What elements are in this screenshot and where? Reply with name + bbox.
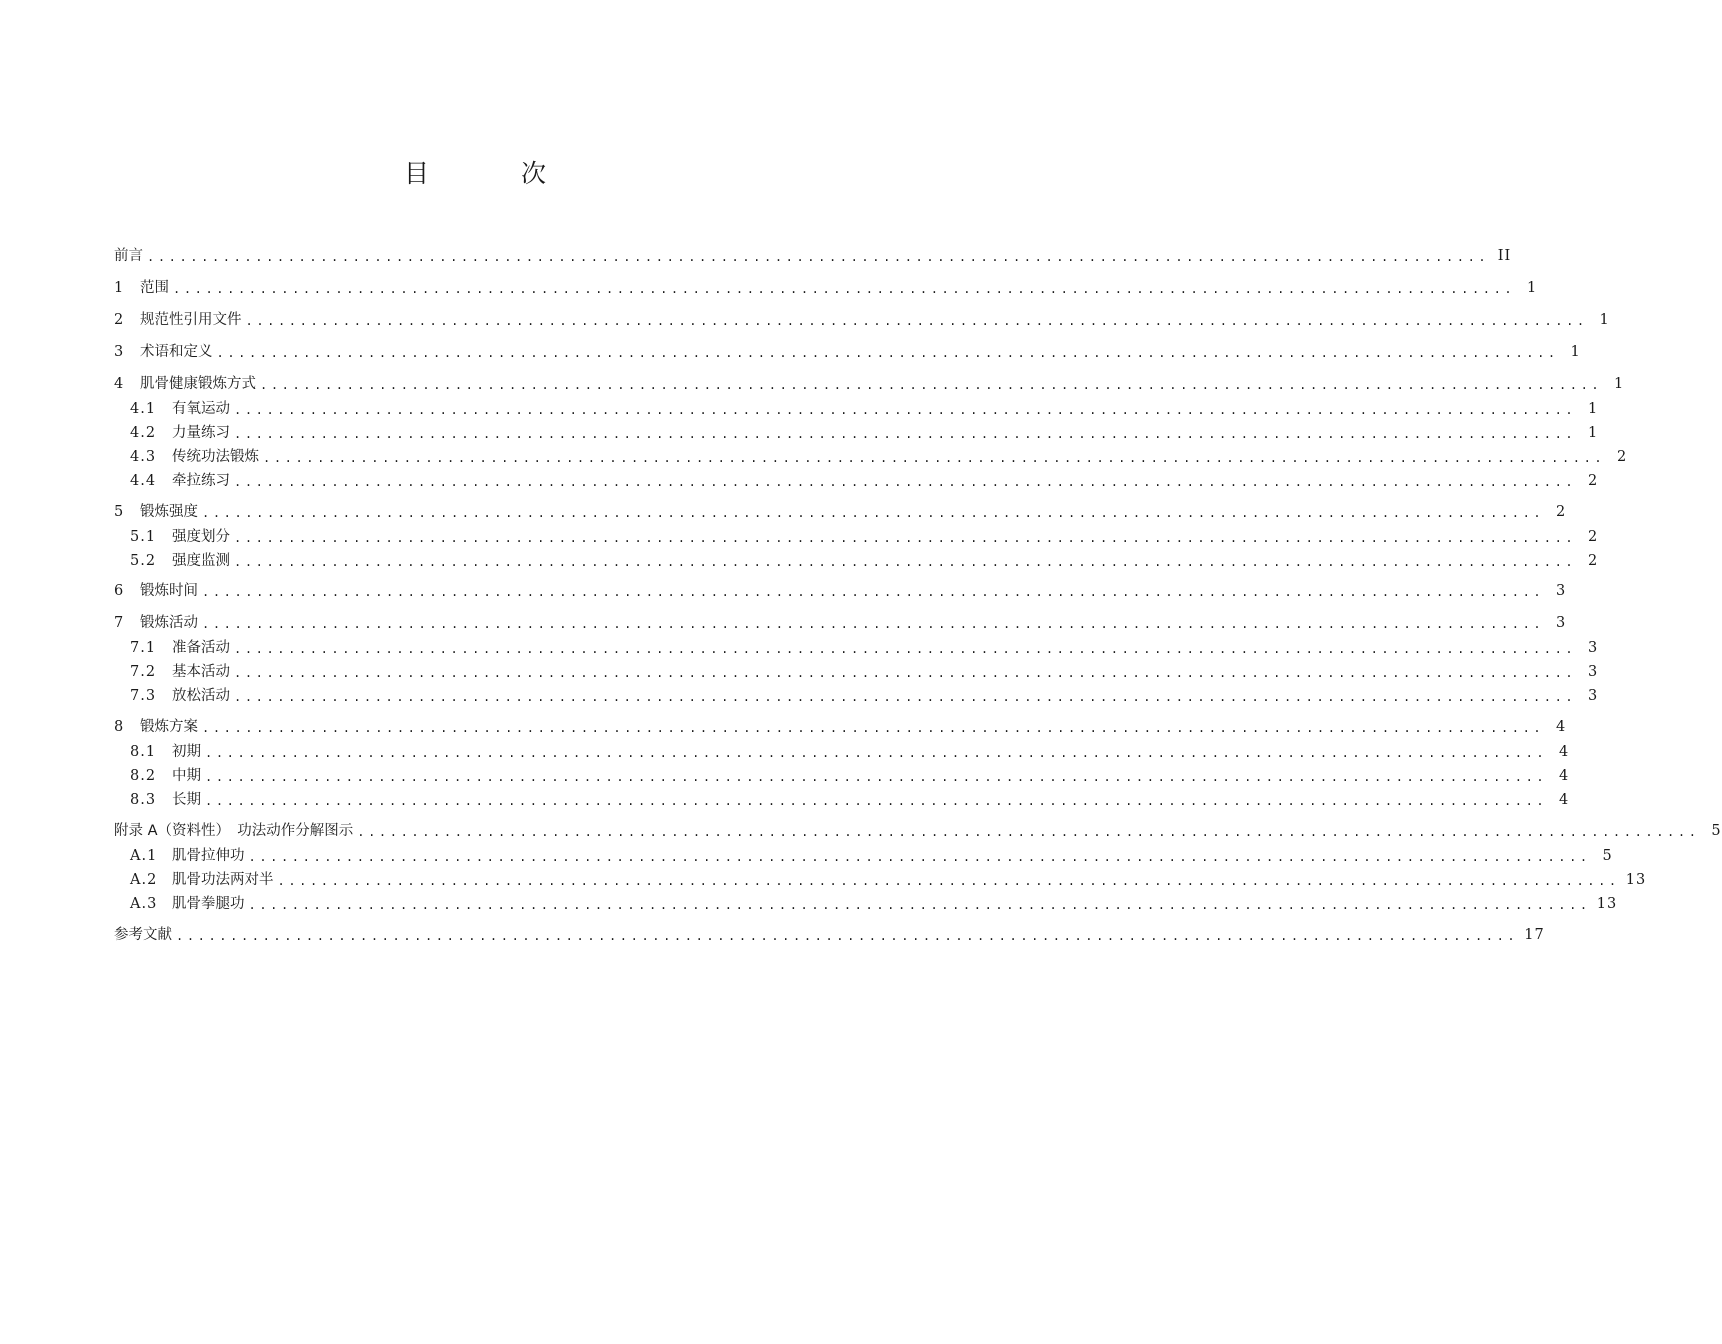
toc-entry-number: 7.1 bbox=[130, 640, 157, 656]
toc-entry-number: 4.4 bbox=[130, 473, 157, 489]
dot-leader: ............................................................................................................................ bbox=[234, 690, 1577, 704]
toc-entry-a-2[interactable] bbox=[130, 870, 1647, 890]
dot-leader: ............................................................................................................................ bbox=[176, 929, 1519, 943]
dot-leader: ............................................................................................................................ bbox=[248, 850, 1591, 864]
dot-leader: ............................................................................................................................ bbox=[234, 642, 1577, 656]
toc-entry-5-1[interactable] bbox=[130, 527, 1599, 547]
toc-entry-appendix-a[interactable] bbox=[114, 821, 1722, 841]
toc-entry-page: 2 bbox=[1556, 504, 1567, 520]
toc-entry-label: 准备活动 bbox=[172, 640, 230, 656]
dot-leader: ............................................................................................................................ bbox=[234, 403, 1577, 417]
toc-entry-number: 8.2 bbox=[130, 768, 157, 784]
toc-entry-7-2[interactable] bbox=[130, 662, 1599, 682]
toc-entry-a-3[interactable] bbox=[130, 894, 1618, 914]
toc-entry-label: 附录 A（资料性） 功法动作分解图示 bbox=[114, 823, 354, 839]
toc-entry-page: 3 bbox=[1588, 640, 1599, 656]
toc-entry-label: 锻炼方案 bbox=[140, 719, 198, 735]
toc-entry-4-2[interactable] bbox=[130, 423, 1599, 443]
toc-entry-5[interactable] bbox=[114, 502, 1567, 522]
toc-entry-page: 13 bbox=[1596, 896, 1618, 912]
dot-leader: ............................................................................................................................ bbox=[260, 378, 1603, 392]
toc-entry-label: 前言 bbox=[114, 248, 143, 264]
dot-leader: ............................................................................................................................ bbox=[173, 282, 1516, 296]
toc-entry-number: A.1 bbox=[130, 848, 158, 864]
toc-entry-page: 13 bbox=[1625, 872, 1647, 888]
toc-entry-number: 1 bbox=[114, 280, 124, 296]
toc-entry-8-1[interactable] bbox=[130, 742, 1570, 762]
toc-entry-1[interactable] bbox=[114, 278, 1538, 298]
toc-entry-4-1[interactable] bbox=[130, 399, 1599, 419]
toc-entry-page: 3 bbox=[1588, 664, 1599, 680]
toc-entry-7-1[interactable] bbox=[130, 638, 1599, 658]
toc-entry-page: 3 bbox=[1556, 583, 1567, 599]
dot-leader: ............................................................................................................................ bbox=[202, 585, 1545, 599]
toc-entry-page: 4 bbox=[1559, 744, 1570, 760]
toc-entry-page: 1 bbox=[1588, 425, 1599, 441]
dot-leader: ............................................................................................................................ bbox=[202, 721, 1545, 735]
toc-entry-label: 强度划分 bbox=[172, 529, 230, 545]
toc-entry-a-1[interactable] bbox=[130, 846, 1613, 866]
toc-entry-label: 术语和定义 bbox=[140, 344, 213, 360]
toc-entry-5-2[interactable] bbox=[130, 551, 1599, 571]
toc-entry-page: II bbox=[1497, 248, 1512, 264]
toc-entry-references[interactable] bbox=[114, 925, 1545, 945]
toc-entry-label: 力量练习 bbox=[172, 425, 230, 441]
page-title: 目 次 bbox=[404, 159, 588, 188]
toc-entry-label: 锻炼时间 bbox=[140, 583, 198, 599]
dot-leader: ............................................................................................................................ bbox=[202, 506, 1545, 520]
toc-entry-page: 3 bbox=[1556, 615, 1567, 631]
toc-entry-page: 2 bbox=[1617, 449, 1628, 465]
toc-entry-page: 4 bbox=[1559, 792, 1570, 808]
dot-leader: ............................................................................................................................ bbox=[205, 794, 1548, 808]
toc-entry-page: 1 bbox=[1614, 376, 1625, 392]
toc-entry-4-4[interactable] bbox=[130, 471, 1599, 491]
dot-leader: ............................................................................................................................ bbox=[263, 451, 1606, 465]
toc-entry-8[interactable] bbox=[114, 717, 1567, 737]
toc-entry-number: 2 bbox=[114, 312, 124, 328]
toc-entry-number: 8.3 bbox=[130, 792, 157, 808]
dot-leader: ............................................................................................................................ bbox=[234, 666, 1577, 680]
toc-entry-label: 中期 bbox=[172, 768, 201, 784]
toc-entry-label: 牵拉练习 bbox=[172, 473, 230, 489]
toc-entry-label: 有氧运动 bbox=[172, 401, 230, 417]
toc-entry-page: 3 bbox=[1588, 688, 1599, 704]
toc-entry-page: 1 bbox=[1527, 280, 1538, 296]
dot-leader: ............................................................................................................................ bbox=[234, 555, 1577, 569]
toc-entry-3[interactable] bbox=[114, 342, 1581, 362]
toc-entry-number: 6 bbox=[114, 583, 124, 599]
toc-entry-page: 1 bbox=[1570, 344, 1581, 360]
toc-entry-page: 2 bbox=[1588, 529, 1599, 545]
toc-entry-number: 8.1 bbox=[130, 744, 157, 760]
dot-leader: ............................................................................................................................ bbox=[245, 314, 1588, 328]
table-of-contents bbox=[114, 0, 1722, 1000]
toc-entry-label: 锻炼强度 bbox=[140, 504, 198, 520]
toc-entry-2[interactable] bbox=[114, 310, 1610, 330]
toc-entry-page: 2 bbox=[1588, 473, 1599, 489]
toc-entry-page: 17 bbox=[1524, 927, 1545, 943]
toc-entry-6[interactable] bbox=[114, 581, 1567, 601]
toc-entry-label: 锻炼活动 bbox=[140, 615, 198, 631]
toc-entry-number: 7 bbox=[114, 615, 124, 631]
toc-entry-label: 放松活动 bbox=[172, 688, 230, 704]
toc-entry-number: 5 bbox=[114, 504, 124, 520]
dot-leader: ............................................................................................................................ bbox=[216, 346, 1559, 360]
toc-entry-label: 范围 bbox=[140, 280, 169, 296]
toc-entry-7[interactable] bbox=[114, 613, 1567, 633]
toc-entry-number: A.3 bbox=[130, 896, 158, 912]
toc-entry-label: 传统功法锻炼 bbox=[172, 449, 259, 465]
toc-entry-label: 基本活动 bbox=[172, 664, 230, 680]
toc-entry-label: 强度监测 bbox=[172, 553, 230, 569]
toc-entry-label: 长期 bbox=[172, 792, 201, 808]
dot-leader: ............................................................................................................................ bbox=[202, 617, 1545, 631]
dot-leader: ............................................................................................................................ bbox=[234, 427, 1577, 441]
toc-entry-number: 4.3 bbox=[130, 449, 157, 465]
toc-entry-8-3[interactable] bbox=[130, 790, 1570, 810]
toc-entry-label: 参考文献 bbox=[114, 927, 172, 943]
toc-entry-label: 肌骨功法两对半 bbox=[172, 872, 274, 888]
toc-entry-number: 7.3 bbox=[130, 688, 157, 704]
toc-entry-number: 7.2 bbox=[130, 664, 157, 680]
toc-entry-page: 2 bbox=[1588, 553, 1599, 569]
toc-entry-number: 4.2 bbox=[130, 425, 157, 441]
toc-entry-page: 5 bbox=[1711, 823, 1722, 839]
toc-entry-foreword[interactable] bbox=[114, 246, 1512, 266]
dot-leader: ............................................................................................................................ bbox=[234, 531, 1577, 545]
dot-leader: ............................................................................................................................ bbox=[147, 250, 1490, 264]
toc-entry-page: 4 bbox=[1556, 719, 1567, 735]
toc-entry-number: 8 bbox=[114, 719, 124, 735]
toc-entry-number: 4 bbox=[114, 376, 124, 392]
toc-entry-label: 规范性引用文件 bbox=[140, 312, 242, 328]
toc-entry-number: 3 bbox=[114, 344, 124, 360]
toc-entry-number: 4.1 bbox=[130, 401, 157, 417]
toc-entry-page: 1 bbox=[1588, 401, 1599, 417]
dot-leader: ............................................................................................................................ bbox=[205, 770, 1548, 784]
toc-entry-label: 肌骨拳腿功 bbox=[172, 896, 245, 912]
toc-entry-label: 肌骨拉伸功 bbox=[172, 848, 245, 864]
toc-entry-page: 5 bbox=[1602, 848, 1613, 864]
toc-entry-page: 4 bbox=[1559, 768, 1570, 784]
toc-entry-label: 初期 bbox=[172, 744, 201, 760]
toc-entry-label: 肌骨健康锻炼方式 bbox=[140, 376, 256, 392]
toc-entry-7-3[interactable] bbox=[130, 686, 1599, 706]
toc-entry-number: 5.2 bbox=[130, 553, 157, 569]
dot-leader: ............................................................................................................................ bbox=[234, 475, 1577, 489]
toc-entry-page: 1 bbox=[1599, 312, 1610, 328]
dot-leader: ............................................................................................................................ bbox=[277, 874, 1620, 888]
dot-leader: ............................................................................................................................ bbox=[357, 825, 1700, 839]
toc-entry-number: A.2 bbox=[130, 872, 158, 888]
toc-entry-number: 5.1 bbox=[130, 529, 157, 545]
toc-entry-4[interactable] bbox=[114, 374, 1625, 394]
toc-entry-4-3[interactable] bbox=[130, 447, 1628, 467]
dot-leader: ............................................................................................................................ bbox=[205, 746, 1548, 760]
toc-entry-8-2[interactable] bbox=[130, 766, 1570, 786]
dot-leader: ............................................................................................................................ bbox=[248, 898, 1591, 912]
